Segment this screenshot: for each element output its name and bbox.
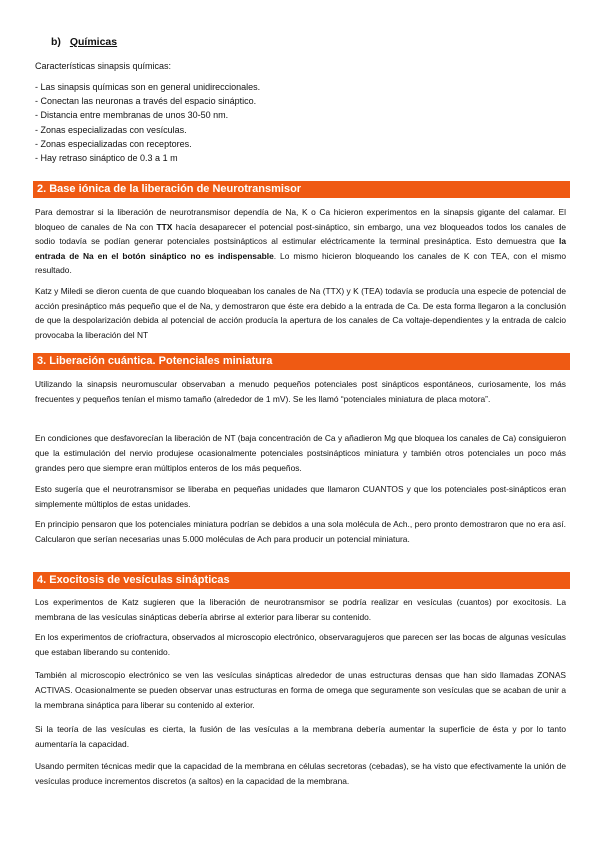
section-4-paragraph-1: Los experimentos de Katz sugieren que la liberación de neurotransmisor se podría realizar en vesículas (cuantos) por exocitosis. La membrana de las vesículas sinápticas debería abrirse al exterior para liberar su contenido. <box>35 597 566 622</box>
section-2-heading: 2. Base iónica de la liberación de Neurotransmisor <box>33 181 570 198</box>
section-3-paragraph-4: En principio pensaron que los potenciales miniatura podrían se debidos a una sola molécula de Ach., pero pronto demostraron que no era así. Calcularon que serían necesarias unas 5.000 moléculas de Ach para producir un potencial miniatura. <box>35 519 566 544</box>
section-b-title: Químicas <box>69 36 118 48</box>
section-4-paragraph-3: También al microscopio electrónico se ven las vesículas sinápticas alrededor de unas estructuras densas que han sido llamadas ZONAS ACTIVAS. Ocasionalmente se pueden observar unas estructuras en forma de omega que seguramente son vesículas que se acaban de unir a la membrana sináptica para liberar su contenido al exterior. <box>35 670 566 710</box>
section-3-heading: 3. Liberación cuántica. Potenciales miniatura <box>33 353 570 370</box>
section-3-paragraph-1: Utilizando la sinapsis neuromuscular observaban a menudo pequeños potenciales post sinápticos espontáneos, curiosamente, los más frecuentes y pequeños tenían el mismo tamaño (alrededor de 1 mV). Se les llamó “potenciales miniatura de placa motora”. <box>35 379 566 404</box>
section-3-paragraph-3: Esto sugería que el neurotransmisor se liberaba en pequeñas unidades que llamaron CUANTOS y que los potenciales post-sinápticos eran simplemente múltiplos de estas unidades. <box>35 484 566 509</box>
list-item: - Zonas especializadas con vesículas. <box>35 124 187 135</box>
section-4-paragraph-4: Si la teoría de las vesículas es cierta, la fusión de las vesículas a la membrana debería aumentar la superficie de ésta y por lo tanto aumentaría la capacidad. <box>35 724 566 749</box>
characteristics-list <box>35 80 260 165</box>
ttx-emphasis: TTX <box>156 221 173 232</box>
section-2-paragraph-1: Para demostrar si la liberación de neurotransmisor dependía de Na, K o Ca hicieron experimentos en la sinapsis gigante del calamar. El bloqueo de canales de Na con TTX hacía desaparecer el potencial post-sináptico, sin embargo, una vez bloqueados todos los canales de sodio todavía se podían generar potenciales postsinápticos al estimular eléctricamente la terminal presináptica. Esto demuestra que la entrada de Na en el botón sináptico no es indispensable. Lo mismo hicieron bloqueando los canales de K con TEA, con el mismo resultado. <box>35 207 567 276</box>
list-item: - Zonas especializadas con receptores. <box>35 138 192 149</box>
section-b-heading <box>51 36 117 48</box>
section-2-paragraph-2: Katz y Miledi se dieron cuenta de que cuando bloqueaban los canales de Na (TTX) y K (TEA) todavía se producía una especie de potencial de acción presináptico más pequeño que el de Na, y demostraron que éste era debido a la entrada de Ca. De esta forma llegaron a la conclusión de que la despolarización debida al potencial de acción producía la apertura de los canales de Ca voltaje-dependientes y la entrada de calcio provocaba la liberación del NT <box>35 286 566 340</box>
list-item: - Las sinapsis químicas son en general unidireccionales. <box>35 82 261 92</box>
section-4-paragraph-5: Usando permiten técnicas medir que la capacidad de la membrana en células secretoras (cebadas), se ha visto que efectivamente la unión de vesículas produce incrementos discretos (a saltos) en la capacidad de la membrana. <box>35 761 566 786</box>
key-conclusion: la entrada de Na en el botón sináptico no es indispensable <box>35 236 566 261</box>
section-3-paragraph-2: En condiciones que desfavorecían la liberación de NT (baja concentración de Ca y añadieron Mg que bloquea los canales de Ca) consiguieron que la estimulación del nervio produjese ocasionalmente potenciales postsinápticos miniatura y también otros potenciales un poco más grandes pero que siempre eran múltiplos enteros de los más pequeños. <box>35 433 566 473</box>
list-item: - Distancia entre membranas de unos 30-50 nm. <box>35 110 229 121</box>
list-item: - Hay retraso sináptico de 0.3 a 1 m <box>35 153 178 164</box>
section-4-heading: 4. Exocitosis de vesículas sinápticas <box>33 572 570 589</box>
intro-text: Características sinapsis químicas: <box>35 61 172 71</box>
list-item: - Conectan las neuronas a través del espacio sináptico. <box>35 96 257 107</box>
section-b-label: b) <box>51 36 61 48</box>
section-4-paragraph-2: En los experimentos de criofractura, observados al microscopio electrónico, observaragujeros que parecen ser las bocas de algunas vesículas que estaban liberando su contenido. <box>35 632 566 657</box>
